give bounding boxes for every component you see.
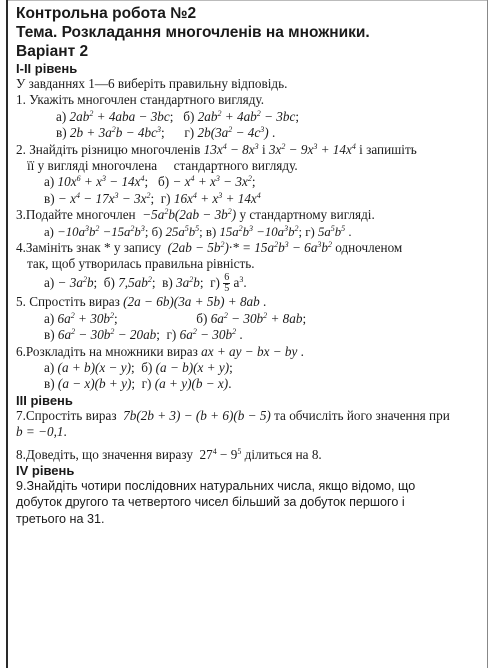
question-4-line2: так, щоб утворилась правильна рівність. (27, 256, 255, 272)
q1-option-b: $2ab^2 + 4ab^2 - 3bc$ (197, 108, 296, 124)
q2-text-end: і запишіть (359, 141, 417, 157)
q8-expression: $27^4 - 9^5$ (196, 446, 242, 462)
worksheet (16, 4, 486, 527)
question-9-line3: третього на 31. (16, 511, 105, 526)
question-2 (16, 142, 486, 158)
q3-expression: $-5a^2b(2ab - 3b^2)$ (138, 207, 237, 223)
q3-text-end: у стандартному вигляді. (239, 207, 375, 223)
q5-options-row1: а) $6a^2 + 30b^2$; б) $6a^2 - 30b^2 + 8ab$; (44, 310, 307, 326)
question-1: 1. Укажіть многочлен стандартного вигляду. (16, 92, 265, 108)
q7-text-end: та обчисліть його значення при (274, 407, 450, 423)
q3-text-start: 3.Подайте многочлен (16, 207, 136, 223)
q1-option-a-label: а) (56, 108, 67, 124)
q4-text-end: одночленом (335, 240, 403, 256)
q6-expression: ax + ay − bx − by (201, 343, 298, 359)
q6-options-row2: в) (a − x)(b + y); г) (a + y)(b − x). (44, 376, 232, 392)
q4-options: $а) - 3a^2b$; б) $7,5ab^2$; в) $3a^2b$; г) $\frac{6}{5}$ $a^3$. (44, 272, 247, 295)
q6-options-row1: а) (a + b)(x − y); б) (a − b)(x + y); (44, 359, 233, 375)
level-1-2-heading: I-II рівень (16, 61, 78, 76)
question-5: 5. Спростіть вираз (2a − 6b)(3a + 5b) + 8ab . (16, 294, 267, 310)
q4-expression: $(2ab - 5b^2)\cdot* = 15a^2b^3 - 6a^3b^2$ (164, 240, 332, 256)
q1-option-c: $2b + 3a^2b - 4bc^3$ (69, 125, 161, 141)
q1-option-b-label: б) (183, 108, 195, 124)
question-9-line2: добуток другого та четвертого чисел більший за добуток першого і (16, 495, 405, 510)
q2-poly-1: $13x^4 - 8x^3$ (203, 141, 259, 157)
q2-options-row2: $в) - x^4 - 17x^3 - 3x^2$; г) $16x^4 + x^3 + 14x^4$ (44, 190, 261, 206)
q5-options-row2: в) $6a^2 - 30b^2 - 20ab$; г) $6a^2 - 30b^2$ . (44, 327, 243, 343)
q2-text-and: і (261, 141, 266, 157)
q3-options: $а) -10a^3b^2 -15a^2b^3$; б) $25a^5b^5$; в) $15a^2b^3 -10a^3b^2$; г) $5a^5b^5$ . (44, 223, 352, 239)
q2-text-start: 2. Знайдіть різницю многочленів (16, 141, 201, 157)
q4-fraction: $\frac{6}{5}$ (224, 272, 230, 295)
q1-option-d: $2b(3a^2 - 4c^3)$ (197, 125, 269, 141)
q2-poly-2: $3x^2 - 9x^3 + 14x^4$ (268, 141, 356, 157)
q6-text-start: 6.Розкладіть на множники вираз (16, 343, 198, 359)
q4-text-start: 4.Замініть знак * у запису (16, 240, 162, 256)
question-3 (16, 207, 486, 223)
q7-expression: 7b(2b + 3) − (b + 6)(b − 5) (119, 407, 271, 423)
worksheet-variant: Варіант 2 (16, 43, 89, 60)
q7-text-start: 7.Спростіть вираз (16, 407, 117, 423)
question-6: 6.Розкладіть на множники вираз ax + ay − bx − by . (16, 343, 304, 359)
q1-option-c-label: в) (56, 125, 67, 141)
instruction: У завданнях 1—6 виберіть правильну відповідь. (16, 76, 288, 91)
worksheet-topic: Тема. Розкладання многочленів на множники. (16, 24, 370, 41)
question-4 (16, 240, 486, 256)
q1-option-a: $2ab^2 + 4aba - 3bc$ (69, 108, 170, 124)
q5-expression: (2a − 6b)(3a + 5b) + 8ab (123, 294, 260, 310)
q2-options-row1: а) $10x^6 + x^3 - 14x^4$; $б) - x^4 + x^3 - 3x^2$; (44, 174, 256, 190)
question-2-line2: її у вигляді многочлена стандартного вигляду. (27, 158, 298, 174)
question-9-line1: 9.Знайдіть чотири послідовних натуральних числа, якщо відомо, що (16, 479, 416, 493)
q5-text-start: 5. Спростіть вираз (16, 294, 120, 310)
question-8 (16, 447, 486, 463)
q8-text-start: 8.Доведіть, що значення виразу (16, 446, 193, 462)
q8-text-end: ділиться на 8. (244, 446, 322, 462)
q7-value: b = −0,1 (16, 424, 64, 440)
question-7-line2: b = −0,1. (16, 424, 67, 440)
q1-options-row1: а) $2ab^2 + 4aba - 3bc$; б) $2ab^2 + 4ab^2 - 3bc$; (56, 108, 299, 124)
question-7 (16, 408, 486, 424)
worksheet-title: Контрольна робота №2 (16, 5, 197, 22)
q1-option-d-label: г) (184, 125, 195, 141)
q1-options-row2: в) $2b + 3a^2b - 4bc^3$; г) $2b(3a^2 - 4c^3)$ . (56, 125, 276, 141)
level-4-heading: IV рівень (16, 463, 75, 478)
level-3-heading: III рівень (16, 392, 73, 408)
